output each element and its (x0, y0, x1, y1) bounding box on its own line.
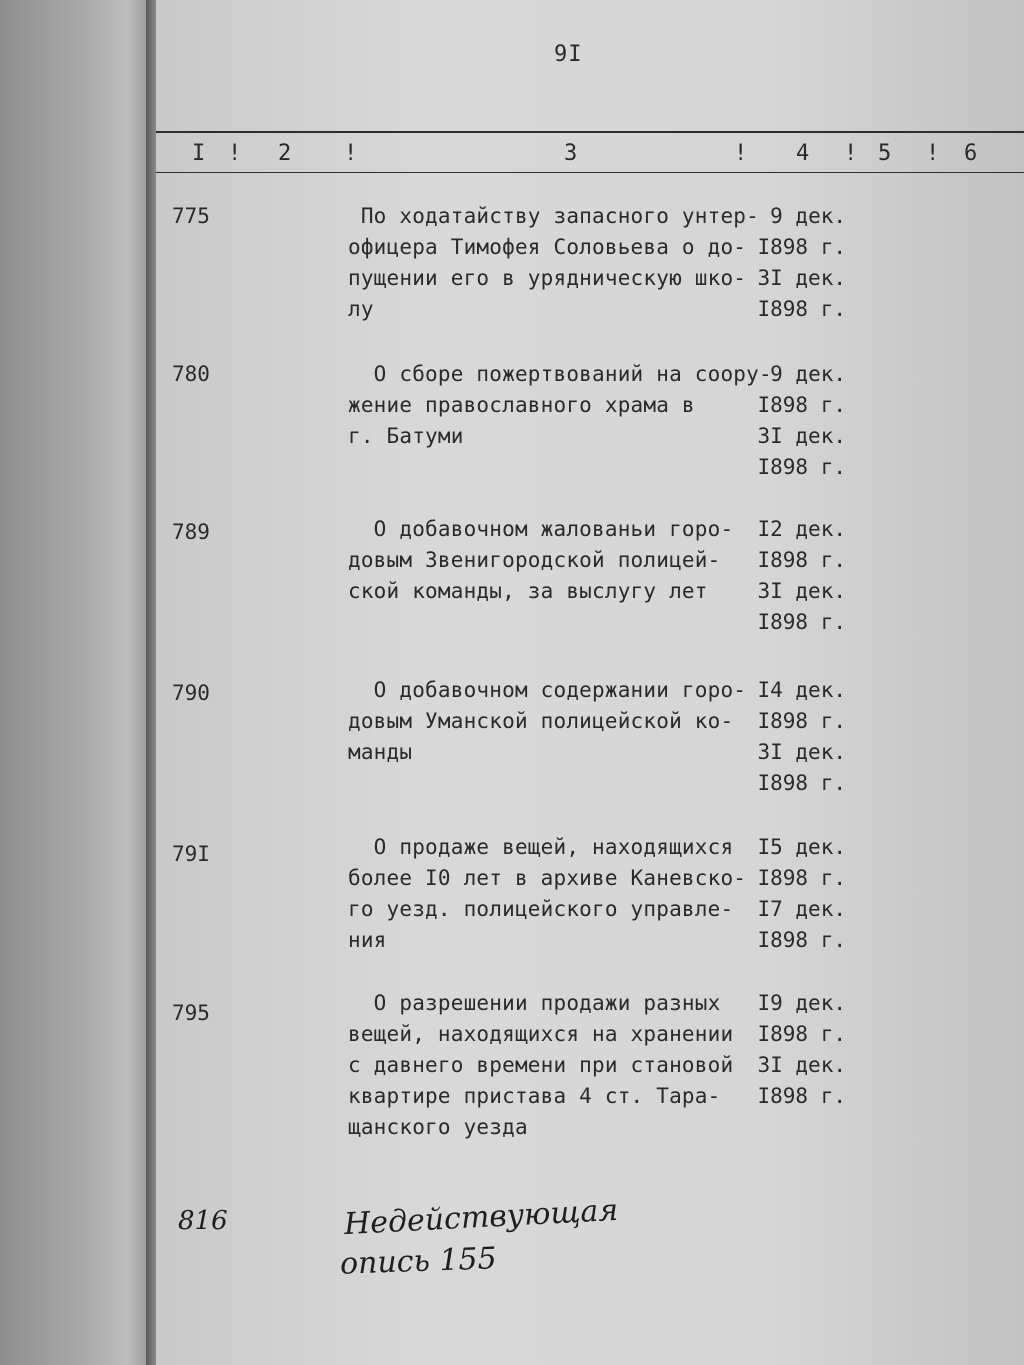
entry-description: О добавочном жалованьи горо- довым Звенигородской полицей- ской команды, за выслугу лет (348, 517, 734, 603)
page-number: 9I (554, 42, 583, 67)
column-header-1: I (192, 141, 206, 166)
handwritten-note-line1: Недействующая (343, 1192, 620, 1243)
column-separator: ! (734, 141, 748, 166)
column-header-5: 5 (878, 141, 892, 166)
entry-dates: I2 дек. I898 г. 3I дек. I898 г. (757, 517, 846, 634)
entry-dates: I9 дек. I898 г. 3I дек. I898 г. (757, 991, 846, 1108)
header-rule-top (156, 131, 1024, 133)
facing-page (0, 0, 150, 1365)
entry-number: 79I (172, 842, 210, 866)
entry-description: О сборе пожертвований на соору- жение православного храма в г. Батуми (348, 362, 772, 448)
entry-number: 780 (172, 362, 210, 386)
entry-number: 789 (172, 520, 210, 544)
column-separator: ! (228, 141, 242, 166)
column-header-3: 3 (564, 141, 578, 166)
entry-number: 790 (172, 681, 210, 705)
entry-description: По ходатайству запасного унтер- офицера Тимофея Соловьева о до- пущении его в урядническую шко- лу (348, 204, 759, 321)
column-separator: ! (926, 141, 940, 166)
entry-dates: I4 дек. I898 г. 3I дек. I898 г. (757, 678, 846, 795)
entry-description: О разрешении продажи разных вещей, находящихся на хранении с давнего времени при становой квартире пристава 4 ст. Тара- щанского уезда (348, 991, 734, 1139)
book-gutter (146, 0, 156, 1365)
entry-dates: 9 дек. I898 г. 3I дек. I898 г. (757, 204, 846, 321)
header-rule-bottom (156, 172, 1024, 173)
entry-number: 795 (172, 1001, 210, 1025)
entry-number: 775 (172, 204, 210, 228)
entry-dates: 9 дек. I898 г. 3I дек. I898 г. (757, 362, 846, 479)
entry-dates: I5 дек. I898 г. I7 дек. I898 г. (757, 835, 846, 952)
document-page (156, 0, 1024, 1365)
column-separator: ! (344, 141, 358, 166)
entry-description: О продаже вещей, находящихся более I0 лет в архиве Каневско- го уезд. полицейского управле- ния (348, 835, 747, 952)
column-header-4: 4 (796, 141, 810, 166)
column-header-2: 2 (278, 141, 292, 166)
handwritten-entry-number: 816 (178, 1206, 228, 1236)
entry-description: О добавочном содержании горо- довым Уманской полицейской ко- манды (348, 678, 747, 764)
handwritten-note-line2: опись 155 (339, 1241, 498, 1282)
column-header-6: 6 (964, 141, 978, 166)
column-separator: ! (844, 141, 858, 166)
